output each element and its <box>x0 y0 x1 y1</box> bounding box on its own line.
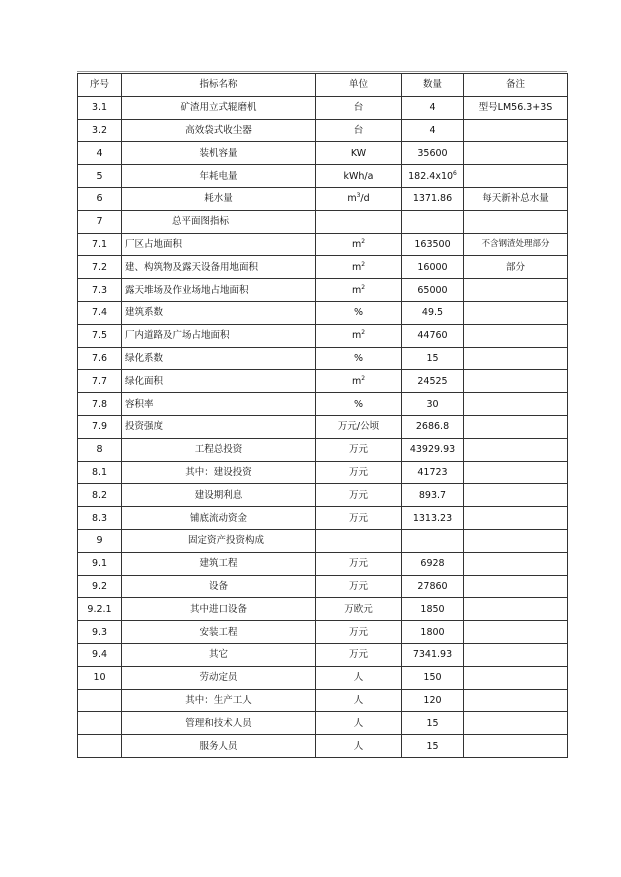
cell-no: 7 <box>78 210 122 233</box>
cell-note <box>464 552 568 575</box>
unit-base: m <box>351 375 362 387</box>
unit-exponent: 2 <box>361 237 366 245</box>
cell-unit: 万欧元 <box>316 598 402 621</box>
table-row <box>78 712 568 735</box>
cell-no: 8.2 <box>78 484 122 507</box>
cell-qty: 44760 <box>402 324 464 347</box>
cell-note <box>464 529 568 552</box>
cell-name: 建筑工程 <box>122 552 316 575</box>
cell-unit: kWh/a <box>316 165 402 188</box>
cell-note <box>464 461 568 484</box>
cell-note <box>464 598 568 621</box>
cell-no: 9.3 <box>78 621 122 644</box>
qty-exponent: 6 <box>453 169 457 177</box>
cell-qty: 2686.8 <box>402 415 464 438</box>
cell-name: 装机容量 <box>122 142 316 165</box>
cell-note <box>464 438 568 461</box>
cell-no: 7.5 <box>78 324 122 347</box>
cell-qty: 65000 <box>402 279 464 302</box>
cell-note <box>464 142 568 165</box>
unit-exponent: 2 <box>361 283 366 291</box>
unit-base: m <box>351 284 362 296</box>
cell-note: 不含钢渣处理部分 <box>464 233 568 256</box>
cell-unit: 万元 <box>316 484 402 507</box>
cell-qty: 41723 <box>402 461 464 484</box>
table-row <box>78 484 568 507</box>
cell-no: 8 <box>78 438 122 461</box>
cell-name: 总平面图指标 <box>122 210 316 233</box>
cell-no: 7.3 <box>78 279 122 302</box>
unit-exponent: 2 <box>361 329 366 336</box>
cell-no: 8.1 <box>78 461 122 484</box>
table-row <box>78 621 568 644</box>
cell-unit: 万元 <box>316 507 402 530</box>
cell-qty <box>402 210 464 233</box>
cell-unit: 人 <box>316 712 402 735</box>
cell-qty: 893.7 <box>402 484 464 507</box>
cell-note <box>464 279 568 302</box>
cell-no: 7.8 <box>78 393 122 416</box>
table-row <box>78 666 568 689</box>
cell-name: 绿化系数 <box>122 347 316 370</box>
cell-no: 7.9 <box>78 415 122 438</box>
cell-note <box>464 165 568 188</box>
cell-qty: 43929.93 <box>402 438 464 461</box>
cell-note <box>464 484 568 507</box>
unit-base: m <box>351 330 362 342</box>
cell-qty: 6928 <box>402 552 464 575</box>
cell-name: 容积率 <box>122 393 316 416</box>
cell-qty: 1850 <box>402 598 464 621</box>
cell-name: 其中进口设备 <box>122 598 316 621</box>
cell-no <box>78 735 122 758</box>
cell-name: 安装工程 <box>122 621 316 644</box>
cell-qty: 1800 <box>402 621 464 644</box>
cell-name: 建筑系数 <box>122 301 316 324</box>
cell-note <box>464 621 568 644</box>
cell-qty: 1313.23 <box>402 507 464 530</box>
table-row <box>78 233 568 256</box>
cell-unit: 万元 <box>316 621 402 644</box>
cell-name: 投资强度 <box>122 415 316 438</box>
cell-name: 高效袋式收尘器 <box>122 119 316 142</box>
cell-note <box>464 689 568 712</box>
table-row <box>78 689 568 712</box>
cell-qty: 120 <box>402 689 464 712</box>
table-row <box>78 415 568 438</box>
cell-qty: 24525 <box>402 370 464 393</box>
cell-no: 4 <box>78 142 122 165</box>
table-row <box>78 393 568 416</box>
cell-qty: 15 <box>402 347 464 370</box>
cell-qty: 1371.86 <box>402 187 464 210</box>
cell-unit: 台 <box>316 96 402 119</box>
table-row <box>78 96 568 119</box>
cell-no: 3.1 <box>78 96 122 119</box>
indicator-table <box>77 73 568 758</box>
cell-no: 7.4 <box>78 301 122 324</box>
cell-unit: 万元 <box>316 552 402 575</box>
header-unit: 单位 <box>316 74 402 97</box>
cell-qty: 7341.93 <box>402 643 464 666</box>
cell-unit <box>316 279 402 302</box>
table-row <box>78 210 568 233</box>
header-note: 备注 <box>464 74 568 97</box>
cell-unit: % <box>316 347 402 370</box>
cell-name: 服务人员 <box>122 735 316 758</box>
header-no: 序号 <box>78 74 122 97</box>
cell-note <box>464 507 568 530</box>
cell-name: 年耗电量 <box>122 165 316 188</box>
cell-unit: % <box>316 393 402 416</box>
cell-name: 厂内道路及广场占地面积 <box>122 324 316 347</box>
unit-tail: /d <box>360 193 370 205</box>
cell-name: 厂区占地面积 <box>122 233 316 256</box>
cell-unit: 人 <box>316 689 402 712</box>
qty-value: 182.4x10 <box>408 170 454 182</box>
cell-unit <box>316 324 402 347</box>
cell-name: 矿渣用立式辊磨机 <box>122 96 316 119</box>
cell-unit <box>316 529 402 552</box>
cell-unit: 万元 <box>316 461 402 484</box>
cell-name: 耗水量 <box>122 187 316 210</box>
table-row <box>78 187 568 210</box>
table-row <box>78 461 568 484</box>
cell-name: 建设期利息 <box>122 484 316 507</box>
cell-note <box>464 324 568 347</box>
table-row <box>78 142 568 165</box>
cell-no: 6 <box>78 187 122 210</box>
cell-note <box>464 735 568 758</box>
cell-qty: 27860 <box>402 575 464 598</box>
cell-no: 7.2 <box>78 256 122 279</box>
cell-name: 管理和技术人员 <box>122 712 316 735</box>
cell-name: 露天堆场及作业场地占地面积 <box>122 279 316 302</box>
unit-exponent: 2 <box>361 374 366 382</box>
table-row <box>78 324 568 347</box>
cell-qty: 4 <box>402 119 464 142</box>
cell-qty <box>402 165 464 188</box>
cell-no: 10 <box>78 666 122 689</box>
cell-note: 部分 <box>464 256 568 279</box>
cell-no: 9.4 <box>78 643 122 666</box>
unit-exponent: 2 <box>361 260 366 268</box>
cell-name: 其中：建设投资 <box>122 461 316 484</box>
cell-unit <box>316 256 402 279</box>
cell-qty: 4 <box>402 96 464 119</box>
table-row <box>78 279 568 302</box>
table-row <box>78 575 568 598</box>
unit-exponent: 3 <box>356 192 361 200</box>
cell-no: 9 <box>78 529 122 552</box>
cell-no: 9.1 <box>78 552 122 575</box>
cell-unit: 万元 <box>316 438 402 461</box>
cell-note <box>464 666 568 689</box>
cell-qty <box>402 529 464 552</box>
cell-unit: 万元/公顷 <box>316 415 402 438</box>
table-row <box>78 643 568 666</box>
cell-qty: 15 <box>402 712 464 735</box>
cell-note <box>464 393 568 416</box>
cell-name: 工程总投资 <box>122 438 316 461</box>
cell-name: 固定资产投资构成 <box>122 529 316 552</box>
cell-unit: 人 <box>316 666 402 689</box>
cell-no: 8.3 <box>78 507 122 530</box>
table-row <box>78 598 568 621</box>
cell-note <box>464 119 568 142</box>
cell-no: 7.6 <box>78 347 122 370</box>
cell-unit: 万元 <box>316 643 402 666</box>
table-row <box>78 301 568 324</box>
cell-note <box>464 370 568 393</box>
table-row <box>78 507 568 530</box>
cell-unit <box>316 187 402 210</box>
cell-name: 设备 <box>122 575 316 598</box>
cell-note: 每天新补总水量 <box>464 187 568 210</box>
cell-name: 其中：生产工人 <box>122 689 316 712</box>
cell-note <box>464 643 568 666</box>
table-row <box>78 119 568 142</box>
table-row <box>78 438 568 461</box>
cell-no: 9.2.1 <box>78 598 122 621</box>
cell-no <box>78 689 122 712</box>
cell-name: 绿化面积 <box>122 370 316 393</box>
table-row <box>78 347 568 370</box>
cell-unit: 台 <box>316 119 402 142</box>
cell-no: 3.2 <box>78 119 122 142</box>
cell-name: 建、构筑物及露天设备用地面积 <box>122 256 316 279</box>
cell-qty: 163500 <box>402 233 464 256</box>
cell-unit <box>316 233 402 256</box>
table-row <box>78 552 568 575</box>
header-name: 指标名称 <box>122 74 316 97</box>
cell-unit: % <box>316 301 402 324</box>
table-header-row <box>78 74 568 97</box>
cell-qty: 16000 <box>402 256 464 279</box>
cell-qty: 35600 <box>402 142 464 165</box>
cell-unit <box>316 370 402 393</box>
unit-base: m <box>351 238 362 250</box>
cell-name: 其它 <box>122 643 316 666</box>
unit-base: m <box>351 261 362 273</box>
cell-note <box>464 301 568 324</box>
cell-no: 5 <box>78 165 122 188</box>
cell-unit: KW <box>316 142 402 165</box>
cell-note <box>464 415 568 438</box>
header-qty: 数量 <box>402 74 464 97</box>
cell-note <box>464 575 568 598</box>
table-row <box>78 165 568 188</box>
cell-qty: 49.5 <box>402 301 464 324</box>
table-row <box>78 735 568 758</box>
cell-no: 9.2 <box>78 575 122 598</box>
table-row <box>78 370 568 393</box>
cell-qty: 15 <box>402 735 464 758</box>
cell-note: 型号LM56.3+3S <box>464 96 568 119</box>
cell-note <box>464 712 568 735</box>
cell-note <box>464 347 568 370</box>
cell-name: 劳动定员 <box>122 666 316 689</box>
cell-note <box>464 210 568 233</box>
table-row <box>78 256 568 279</box>
cell-qty: 30 <box>402 393 464 416</box>
cell-qty: 150 <box>402 666 464 689</box>
cell-no: 7.1 <box>78 233 122 256</box>
unit-base: m <box>347 193 357 205</box>
cell-no: 7.7 <box>78 370 122 393</box>
cell-unit <box>316 210 402 233</box>
cell-unit: 万元 <box>316 575 402 598</box>
cell-no <box>78 712 122 735</box>
cell-name: 铺底流动资金 <box>122 507 316 530</box>
table-row <box>78 529 568 552</box>
top-rule <box>77 71 567 72</box>
cell-unit: 人 <box>316 735 402 758</box>
